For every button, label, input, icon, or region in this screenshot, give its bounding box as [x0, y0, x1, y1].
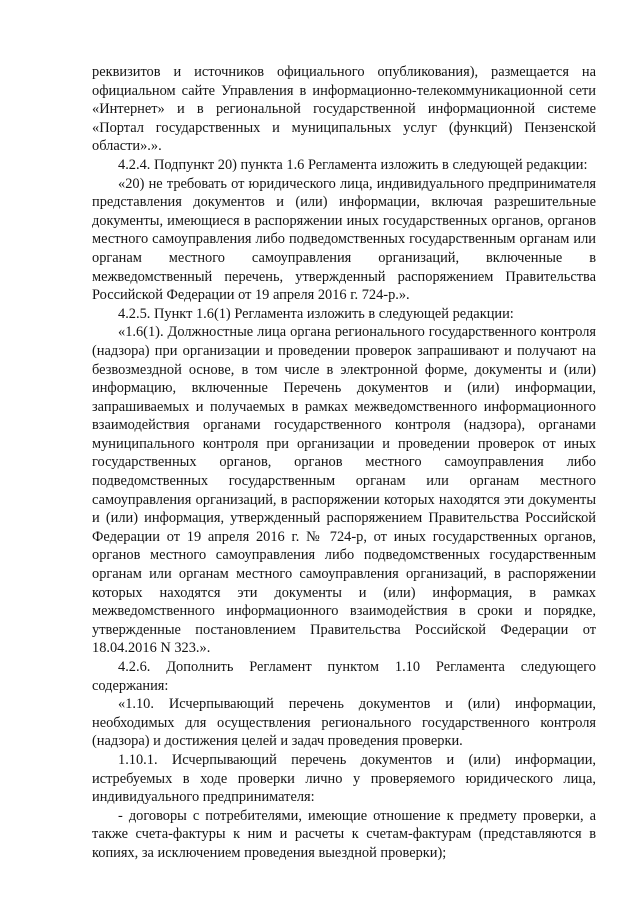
paragraph-1-6-1: «1.6(1). Должностные лица органа регионального государственного контроля (надзора) при организации и проведении проверок запрашивают и получают на безвозмездной основе, в том числе в электронной форме, документы и (или) информацию, включенные Перечень документов и (или) информации, запрашиваемых и получаемых в рамках межведомственного информационного взаимодействия органами государственного контроля (надзора), органами муниципального контроля при организации и проведении проверок от иных государственных органов, органов местного самоуправления либо подведомственных государственным органам или органам местного самоуправления организаций, в распоряжении которых находятся эти документы и (или) информация, утвержденный распоряжением Правительства Российской Федерации от 19 апреля 2016 г. № 724-р, от иных государственных органов, органов местного самоуправления либо подведомственных государственным органам или органам местного самоуправления организаций, в распоряжении которых находятся эти документы и (или) информация, в рамках межведомственного информационного взаимодействия в сроки и порядке, утвержденные постановлением Правительства Российской Федерации от 18.04.2016 N 323.».: [92, 324, 596, 657]
paragraph-4-2-4: 4.2.4. Подпункт 20) пункта 1.6 Регламента изложить в следующей редакции:: [118, 156, 588, 173]
document-body: [92, 63, 596, 863]
paragraph-4-2-6: 4.2.6. Дополнить Регламент пунктом 1.10 Регламента следующего содержания:: [92, 659, 596, 694]
paragraph-publication-continuation: реквизитов и источников официального опубликования), размещается на официальном сайте Управления в информационно-телекоммуникационной сети «Интернет» и в региональной государственной информационной системе «Портал государственных и муниципальных услуг (функций) Пензенской области».».: [92, 64, 596, 155]
paragraph-1-10-1: 1.10.1. Исчерпывающий перечень документов и (или) информации, истребуемых в ходе проверки лично у проверяемого юридического лица, индивидуального предпринимателя:: [92, 751, 596, 806]
paragraph-subpoint-20: «20) не требовать от юридического лица, индивидуального предпринимателя представления документов и (или) информации, включая разрешительные документы, имеющиеся в распоряжении иных государственных органов, органов местного самоуправления либо подведомственных государственным органам или органам местного самоуправления организаций, включенные в межведомственный перечень, утвержденный распоряжением Правительства Российской Федерации от 19 апреля 2016 г. 724-р.».: [92, 175, 596, 304]
paragraph-4-2-5: 4.2.5. Пункт 1.6(1) Регламента изложить в следующей редакции:: [118, 305, 514, 322]
paragraph-1-10: «1.10. Исчерпывающий перечень документов и (или) информации, необходимых для осуществления регионального государственного контроля (надзора) и достижения целей и задач проведения проверки.: [92, 696, 596, 750]
paragraph-contracts-item: - договоры с потребителями, имеющие отношение к предмету проверки, а также счета-фактуры к ним и расчеты к счетам-фактурам (представляются в копиях, за исключением проведения выездной проверки);: [92, 807, 596, 861]
